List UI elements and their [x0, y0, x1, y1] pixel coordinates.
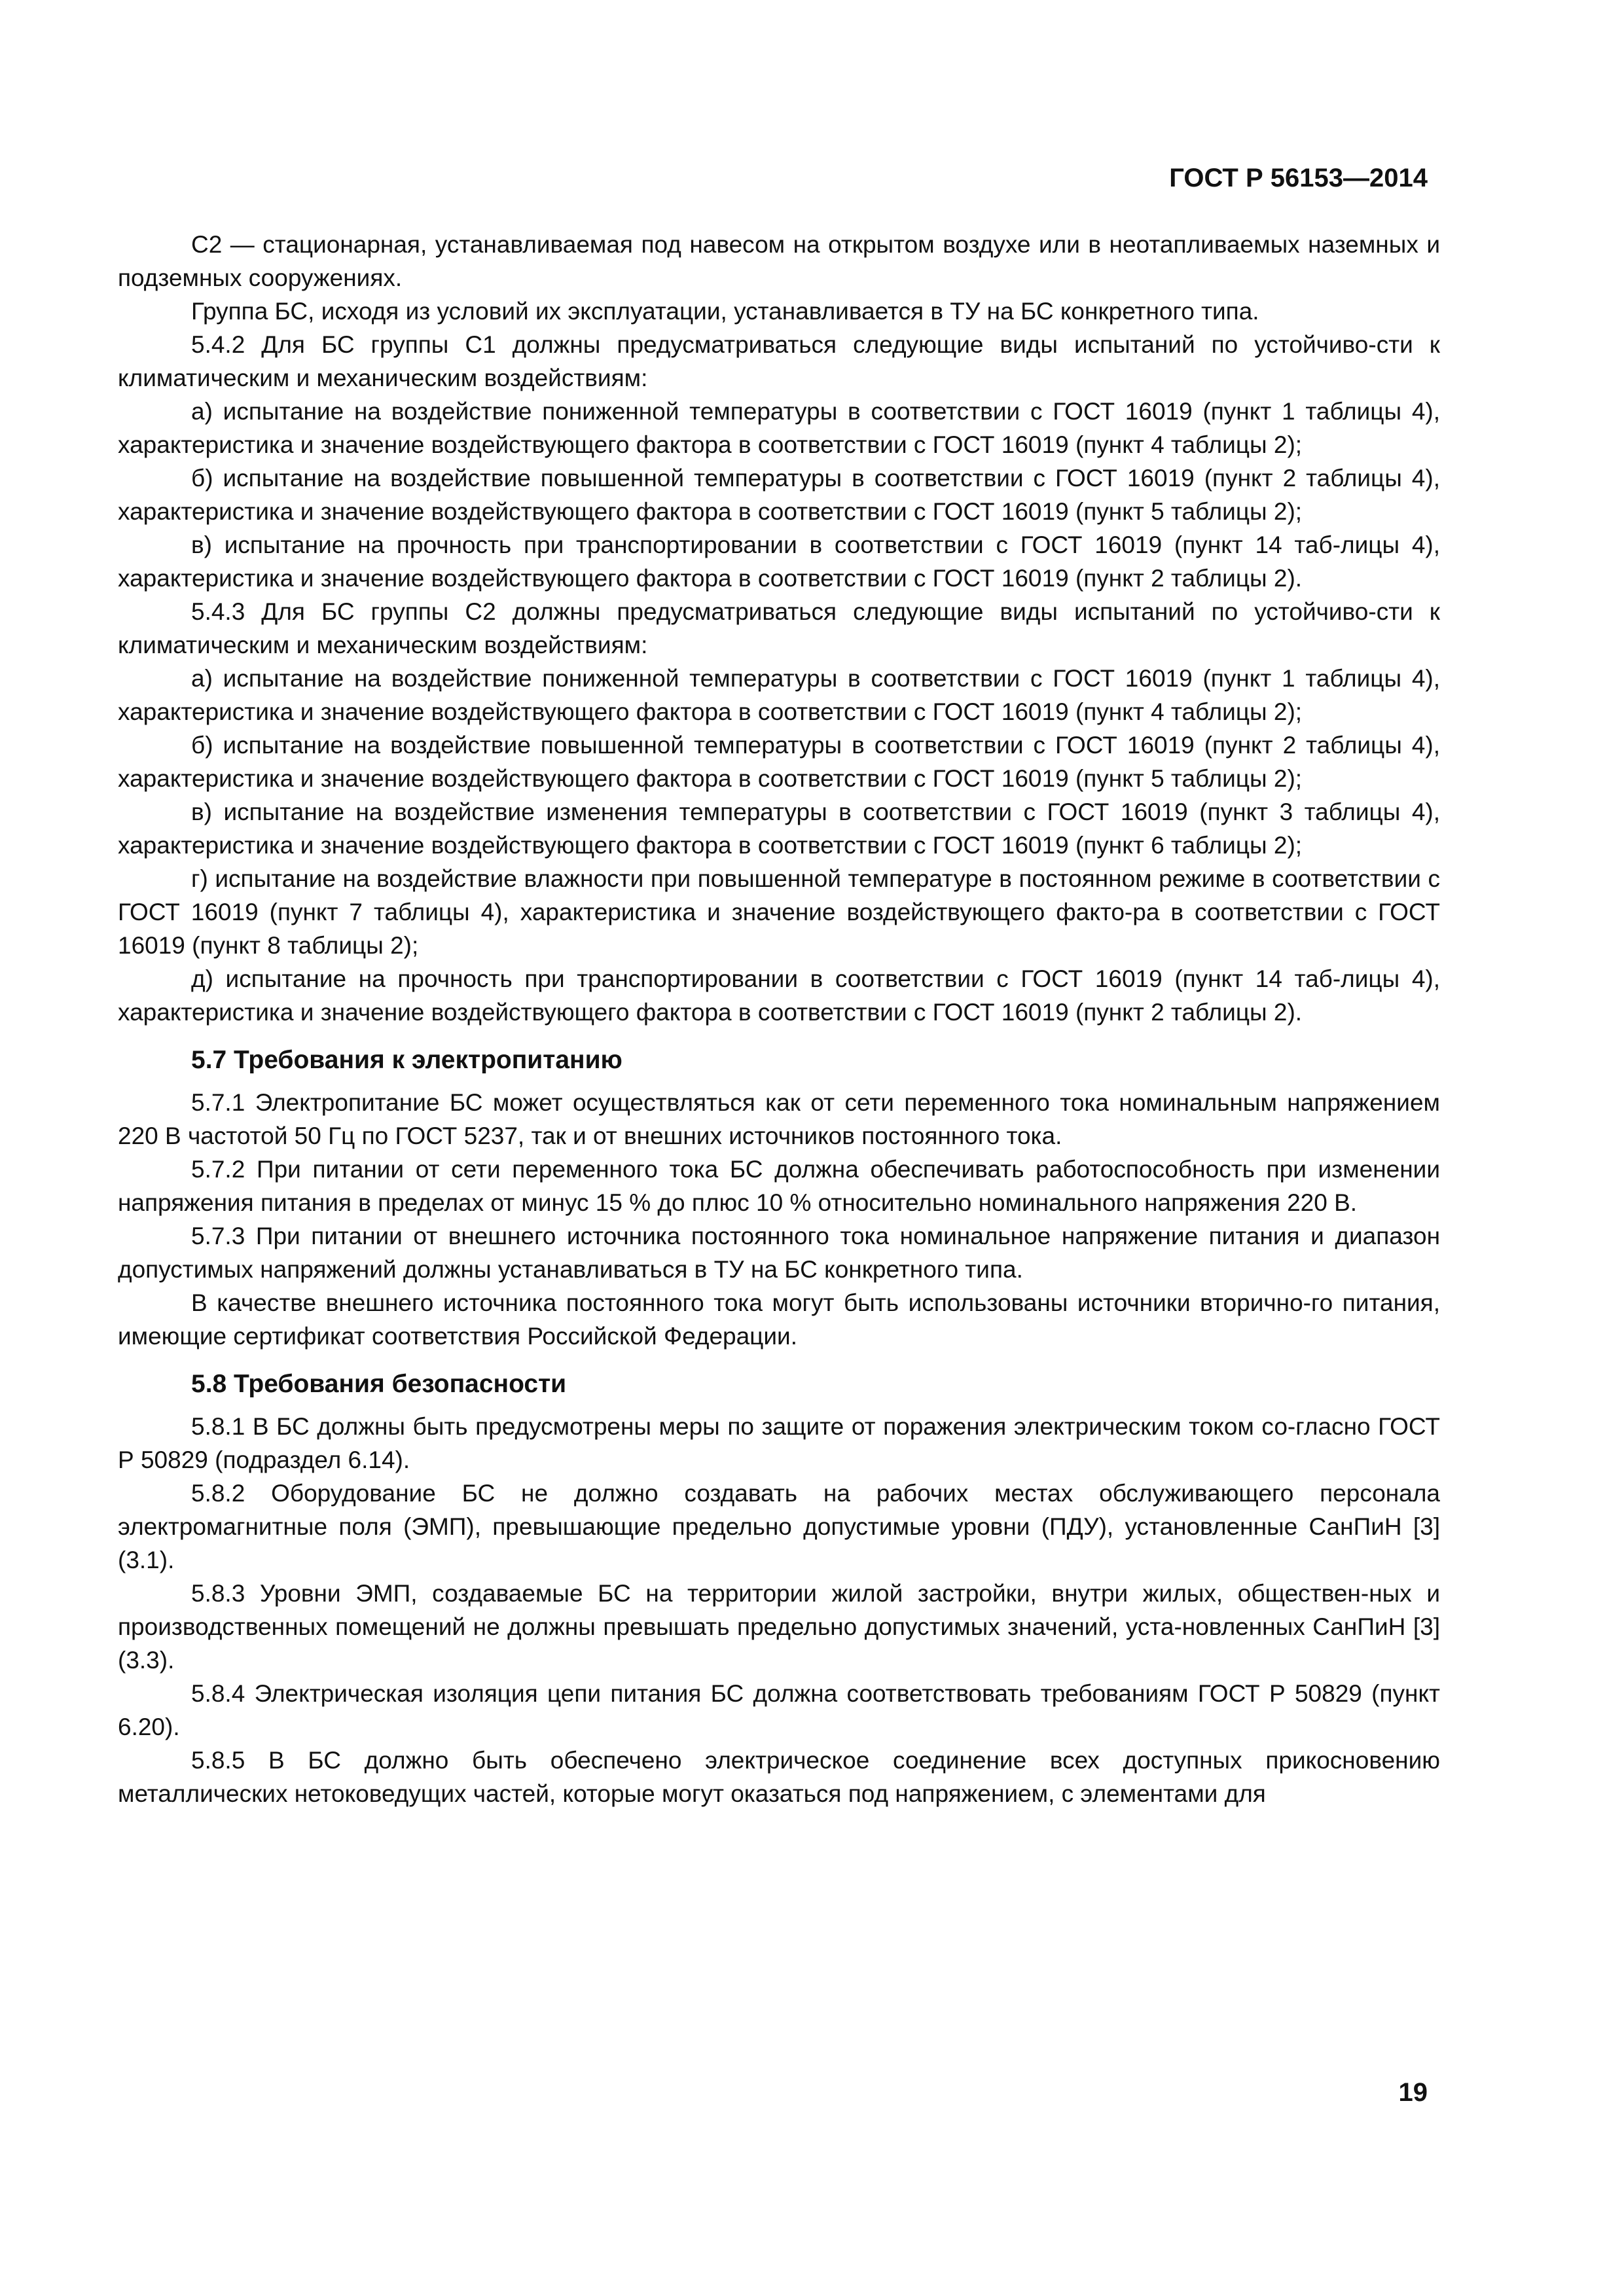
document-body	[118, 228, 1440, 1810]
paragraph: 5.8.3 Уровни ЭМП, создаваемые БС на территории жилой застройки, внутри жилых, обществен-ных и производственных помещений не должны превышать предельно допустимых значений, уста-новленных СанПиН [3] (3.3).	[118, 1580, 1440, 1674]
paragraph: 5.8.4 Электрическая изоляция цепи питания БС должна соответствовать требованиям ГОСТ Р 50829 (пункт 6.20).	[118, 1680, 1440, 1740]
paragraph: в) испытание на прочность при транспортировании в соответствии с ГОСТ 16019 (пункт 14 таб-лицы 4), характеристика и значение воздействующего фактора в соответствии с ГОСТ 16019 (пункт 2 таблицы 2).	[118, 531, 1440, 592]
paragraph: 5.8.5 В БС должно быть обеспечено электрическое соединение всех доступных прикосновению металлических нетоковедущих частей, которые могут оказаться под напряжением, с элементами для	[118, 1747, 1440, 1807]
paragraph: Группа БС, исходя из условий их эксплуатации, устанавливается в ТУ на БС конкретного типа.	[191, 298, 1259, 325]
section-heading-safety: 5.8 Требования безопасности	[191, 1370, 567, 1398]
paragraph: а) испытание на воздействие пониженной температуры в соответствии с ГОСТ 16019 (пункт 1 таблицы 4), характеристика и значение воздействующего фактора в соответствии с ГОСТ 16019 (пункт 4 таблицы 2);	[118, 398, 1440, 458]
paragraph: 5.8.1 В БС должны быть предусмотрены меры по защите от поражения электрическим током со-гласно ГОСТ Р 50829 (подраздел 6.14).	[118, 1413, 1440, 1473]
paragraph: 5.7.3 При питании от внешнего источника постоянного тока номинальное напряжение питания и диапазон допустимых напряжений должны устанавливаться в ТУ на БС конкретного типа.	[118, 1223, 1440, 1283]
page-number: 19	[1398, 2078, 1428, 2107]
document-header: ГОСТ Р 56153—2014	[1169, 164, 1428, 192]
paragraph: 5.7.2 При питании от сети переменного тока БС должна обеспечивать работоспособность при изменении напряжения питания в пределах от минус 15 % до плюс 10 % относительно номинального напряжения 220 В.	[118, 1156, 1440, 1216]
paragraph: В качестве внешнего источника постоянного тока могут быть использованы источники вторично-го питания, имеющие сертификат соответствия Российской Федерации.	[118, 1289, 1440, 1350]
paragraph: а) испытание на воздействие пониженной температуры в соответствии с ГОСТ 16019 (пункт 1 таблицы 4), характеристика и значение воздействующего фактора в соответствии с ГОСТ 16019 (пункт 4 таблицы 2);	[118, 665, 1440, 725]
paragraph: б) испытание на воздействие повышенной температуры в соответствии с ГОСТ 16019 (пункт 2 таблицы 4), характеристика и значение воздействующего фактора в соответствии с ГОСТ 16019 (пункт 5 таблицы 2);	[118, 732, 1440, 792]
paragraph: б) испытание на воздействие повышенной температуры в соответствии с ГОСТ 16019 (пункт 2 таблицы 4), характеристика и значение воздействующего фактора в соответствии с ГОСТ 16019 (пункт 5 таблицы 2);	[118, 465, 1440, 525]
paragraph: 5.4.3 Для БС группы С2 должны предусматриваться следующие виды испытаний по устойчиво-сти к климатическим и механическим воздействиям:	[118, 598, 1440, 658]
section-heading-power: 5.7 Требования к электропитанию	[191, 1046, 623, 1074]
paragraph: г) испытание на воздействие влажности при повышенной температуре в постоянном режиме в соответствии с ГОСТ 16019 (пункт 7 таблицы 4), характеристика и значение воздействующего факто-ра в соответствии с ГОСТ 16019 (пункт 8 таблицы 2);	[118, 865, 1440, 959]
paragraph: в) испытание на воздействие изменения температуры в соответствии с ГОСТ 16019 (пункт 3 таблицы 4), характеристика и значение воздействующего фактора в соответствии с ГОСТ 16019 (пункт 6 таблицы 2);	[118, 798, 1440, 859]
paragraph: С2 — стационарная, устанавливаемая под навесом на открытом воздухе или в неотапливаемых наземных и подземных сооружениях.	[118, 231, 1440, 291]
paragraph: 5.4.2 Для БС группы С1 должны предусматриваться следующие виды испытаний по устойчиво-сти к климатическим и механическим воздействиям:	[118, 331, 1440, 391]
paragraph: д) испытание на прочность при транспортировании в соответствии с ГОСТ 16019 (пункт 14 таб-лицы 4), характеристика и значение воздействующего фактора в соответствии с ГОСТ 16019 (пункт 2 таблицы 2).	[118, 965, 1440, 1026]
paragraph: 5.7.1 Электропитание БС может осуществляться как от сети переменного тока номинальным напряжением 220 В частотой 50 Гц по ГОСТ 5237, так и от внешних источников постоянного тока.	[118, 1089, 1440, 1149]
paragraph: 5.8.2 Оборудование БС не должно создавать на рабочих местах обслуживающего персонала электромагнитные поля (ЭМП), превышающие предельно допустимые уровни (ПДУ), установленные СанПиН [3] (3.1).	[118, 1480, 1440, 1573]
